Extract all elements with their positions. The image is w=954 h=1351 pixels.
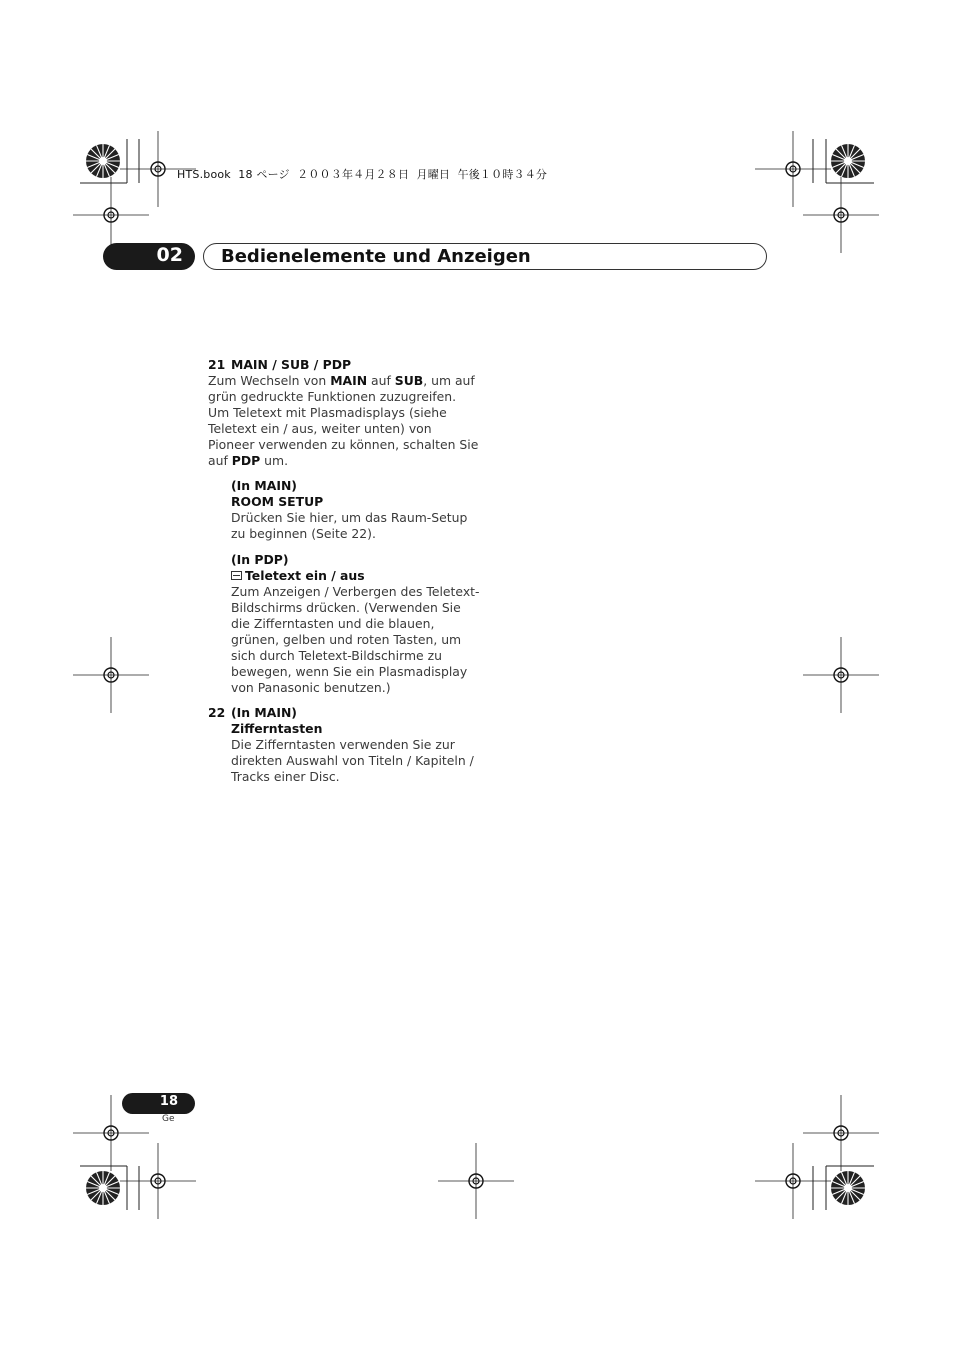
registration-cross-tr xyxy=(755,131,831,207)
registration-cross-bl2 xyxy=(120,1143,196,1219)
keyword-sub: SUB xyxy=(394,373,424,388)
keyword-pdp: PDP xyxy=(231,453,261,468)
entry-text: Drücken Sie hier, um das Raum-Setup zu beginnen (Seite 22). xyxy=(231,510,468,541)
entry-heading-row xyxy=(231,568,480,584)
body-text: auf xyxy=(367,373,395,388)
registration-cross-tr2 xyxy=(803,177,879,253)
registration-cross-mr xyxy=(803,637,879,713)
section-21-heading xyxy=(208,357,480,373)
chapter-title: Bedienelemente und Anzeigen xyxy=(221,246,531,267)
starburst-mark-tr xyxy=(831,144,865,178)
page-number: 18 xyxy=(159,1094,178,1109)
section-22-heading xyxy=(208,705,480,721)
registration-cross-ml xyxy=(73,637,149,713)
language-code: Ge xyxy=(162,1114,175,1124)
body-text: um. xyxy=(260,453,289,468)
entry-text: Die Zifferntasten verwenden Sie zur direkten Auswahl von Titeln / Kapiteln / Tracks einer Disc. xyxy=(231,737,474,784)
keyword-main: MAIN xyxy=(330,373,368,388)
starburst-mark-tl xyxy=(86,144,120,178)
mode-label: (In MAIN) xyxy=(231,478,297,493)
section-21-body xyxy=(208,373,480,469)
content-column xyxy=(208,357,480,785)
mode-label: (In MAIN) xyxy=(231,705,297,720)
section-22 xyxy=(208,705,480,785)
page-number-badge xyxy=(122,1093,195,1114)
starburst-mark-br xyxy=(831,1171,865,1205)
teletext-entry xyxy=(231,552,480,696)
chapter-badge xyxy=(103,243,195,270)
entry-heading: ROOM SETUP xyxy=(231,494,324,509)
body-text: Zum Wechseln von xyxy=(208,373,331,388)
room-setup-entry xyxy=(231,478,480,542)
entry-text: Zum Anzeigen / Verbergen des Teletext-Bildschirms drücken. (Verwenden Sie die Zifferntasten und die blauen, grünen, gelben und roten Tasten, um sich durch Teletext-Bildschirme zu bewegen, wenn Sie ein Plasmadisplay von Panasonic benutzen.) xyxy=(231,584,480,695)
registration-cross-bc xyxy=(438,1143,514,1219)
mode-label: (In PDP) xyxy=(231,552,289,567)
teletext-icon xyxy=(231,571,242,580)
registration-cross-br2 xyxy=(755,1143,831,1219)
entry-heading: Zifferntasten xyxy=(231,721,323,736)
starburst-mark-bl xyxy=(86,1171,120,1205)
section-number: 22 xyxy=(208,705,226,720)
section-heading: MAIN / SUB / PDP xyxy=(231,357,352,372)
chapter-number: 02 xyxy=(156,244,183,266)
section-number: 21 xyxy=(208,357,226,372)
registration-cross-tl2 xyxy=(73,177,149,253)
registration-cross-br xyxy=(803,1095,879,1171)
chapter-title-box xyxy=(203,243,767,270)
body-text: , um auf grün gedruckte Funktionen zuzugreifen. Um Teletext mit Plasmadisplays (siehe Teletext ein / aus, weiter unten) von Pioneer verwenden zu können, schalten Sie auf xyxy=(208,373,479,468)
entry-heading: Teletext ein / aus xyxy=(245,568,365,583)
print-header: HTS.book 18 ページ ２００３年４月２８日 月曜日 午後１０時３４分 xyxy=(177,168,548,181)
